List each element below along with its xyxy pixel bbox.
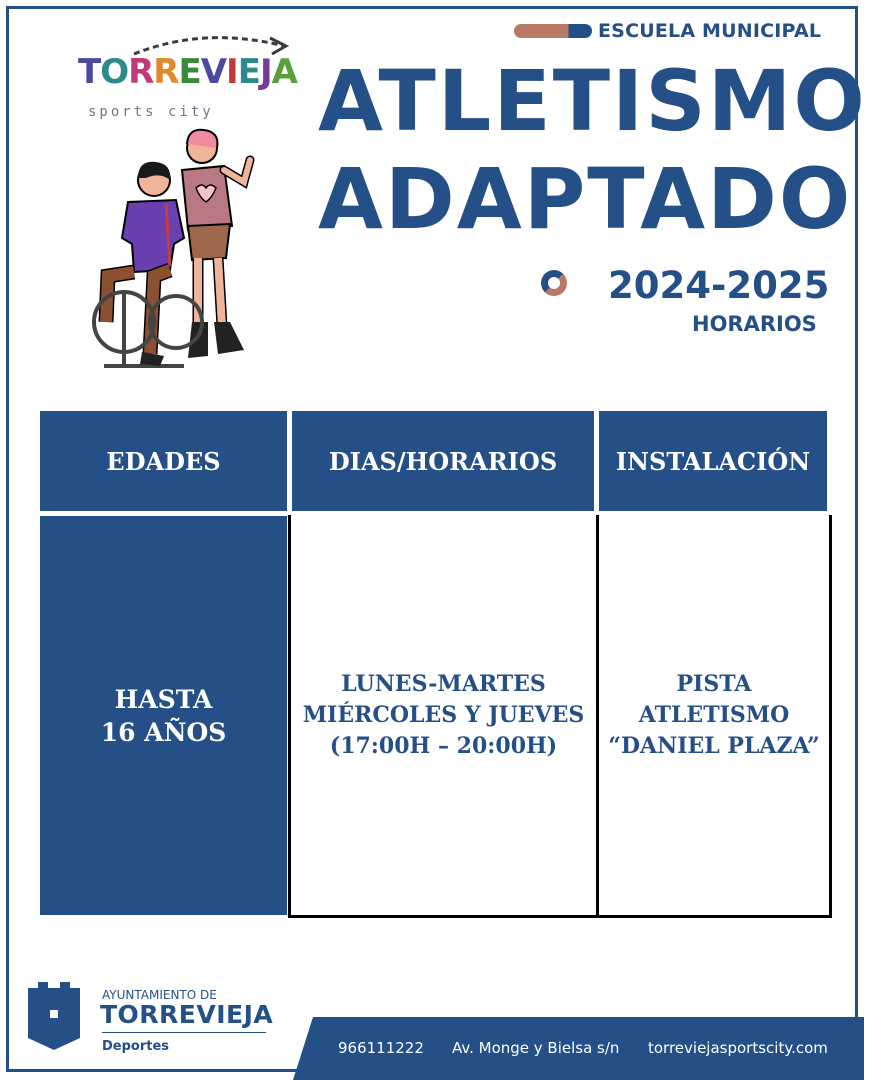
address: Av. Monge y Bielsa s/n	[452, 1039, 620, 1057]
logo-letter: A	[271, 52, 297, 92]
org-line-3: Deportes	[102, 1039, 170, 1054]
logo-letter: E	[178, 52, 201, 92]
org-line-2: TORREVIEJA	[100, 1000, 274, 1029]
school-name: ESCUELA MUNICIPAL	[598, 20, 822, 42]
days-line: LUNES-MARTES	[341, 670, 546, 697]
page-title	[318, 52, 867, 248]
logo-letter: E	[237, 52, 260, 92]
venue-cell	[596, 515, 832, 918]
logo-letter: R	[153, 52, 179, 92]
title-line-1: ATLETISMO	[318, 52, 867, 150]
ages-line: 16 AÑOS	[100, 717, 227, 747]
days-line: MIÉRCOLES Y JUEVES	[302, 701, 585, 728]
website-link[interactable]: torreviejasportscity.com	[648, 1039, 828, 1057]
ages-cell	[40, 516, 287, 915]
accent-pill-icon	[514, 24, 592, 38]
logo-letter: V	[200, 52, 227, 92]
org-divider	[102, 1032, 266, 1033]
season-label: 2024-2025	[608, 264, 830, 307]
wheelchair-athletes-illustration	[84, 126, 264, 382]
torrevieja-sports-city-logo	[74, 30, 297, 125]
ages-line: HASTA	[114, 684, 213, 714]
ring-icon	[541, 270, 567, 296]
title-line-2: ADAPTADO	[318, 150, 853, 248]
school-label	[514, 20, 821, 42]
logo-subtitle: sports city	[88, 104, 214, 120]
phone-number: 966111222	[338, 1039, 424, 1057]
venue-line: “DANIEL PLAZA”	[608, 732, 820, 759]
logo-wordmark	[78, 52, 297, 92]
logo-letter: R	[128, 52, 154, 92]
days-cell	[288, 515, 599, 918]
logo-letter: I	[226, 52, 238, 92]
org-line-1: AYUNTAMIENTO DE	[102, 988, 217, 1002]
logo-letter: O	[100, 52, 129, 92]
column-header-days: DIAS/HORARIOS	[292, 411, 594, 511]
logo-letter: T	[78, 52, 101, 92]
venue-line: PISTA	[676, 670, 752, 697]
column-header-venue: INSTALACIÓN	[599, 411, 827, 511]
hours-line: (17:00H – 20:00H)	[329, 732, 558, 759]
venue-line: ATLETISMO	[638, 701, 790, 728]
logo-letter: J	[259, 52, 272, 92]
schedule-subtitle: HORARIOS	[692, 312, 817, 336]
column-header-ages: EDADES	[40, 411, 287, 511]
